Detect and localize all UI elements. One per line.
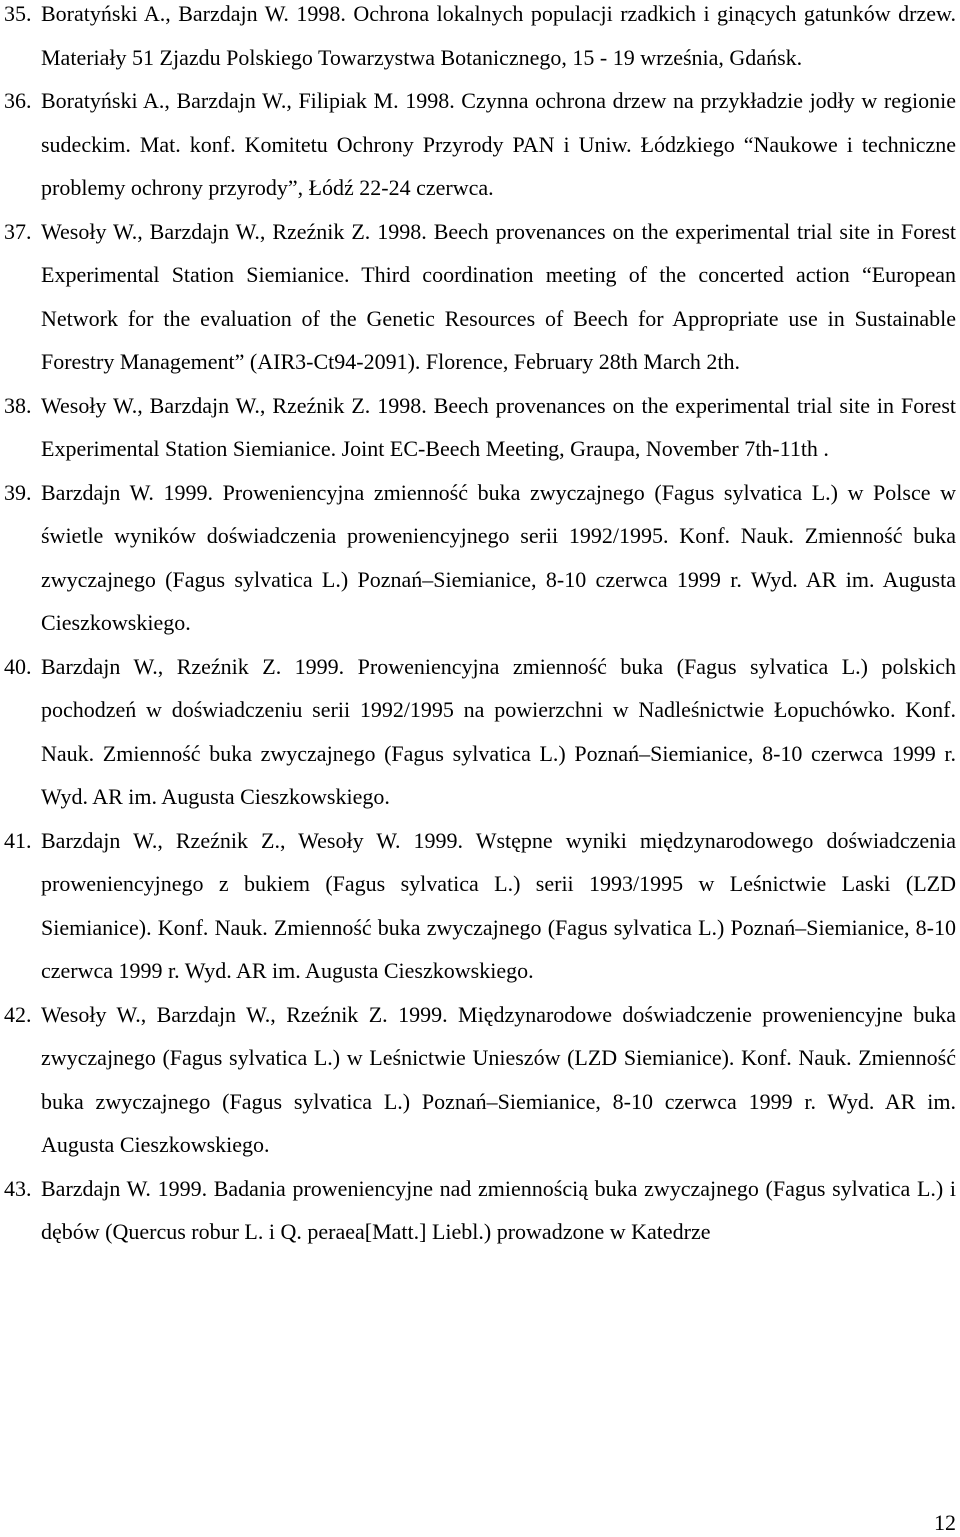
- reference-number: 43.: [4, 1175, 32, 1201]
- reference-text: Barzdajn W. 1999. Badania proweniencyjne nad zmiennością buka zwyczajnego (Fagus sylvatica L.) i dębów (Quercus robur L. i Q. peraea[Matt.] Liebl.) prowadzone w Katedrze: [41, 1175, 956, 1244]
- reference-text: Wesoły W., Barzdajn W., Rzeźnik Z. 1999. Międzynarodowe doświadczenie proweniencyjne buka zwyczajnego (Fagus sylvatica L.) w Leśnictwie Unieszów (LZD Siemianice). Konf. Nauk. Zmienność buka zwyczajnego (Fagus sylvatica L.) Poznań–Siemianice, 8-10 czerwca 1999 r. Wyd. AR im. Augusta Cieszkowskiego.: [41, 1001, 956, 1157]
- reference-text: Barzdajn W., Rzeźnik Z., Wesoły W. 1999. Wstępne wyniki międzynarodowego doświadczenia proweniencyjnego z bukiem (Fagus sylvatica L.) serii 1993/1995 w Leśnictwie Laski (LZD Siemianice). Konf. Nauk. Zmienność buka zwyczajnego (Fagus sylvatica L.) Poznań–Siemianice, 8-10 czerwca 1999 r. Wyd. AR im. Augusta Cieszkowskiego.: [41, 827, 956, 983]
- reference-text: Boratyński A., Barzdajn W. 1998. Ochrona lokalnych populacji rzadkich i ginących gatunków drzew. Materiały 51 Zjazdu Polskiego Towarzystwa Botanicznego, 15 - 19 września, Gdańsk.: [41, 1, 956, 70]
- reference-item: [4, 0, 956, 79]
- reference-text: Barzdajn W. 1999. Proweniencyjna zmienność buka zwyczajnego (Fagus sylvatica L.) w Polsce w świetle wyników doświadczenia proweniencyjnego serii 1992/1995. Konf. Nauk. Zmienność buka zwyczajnego (Fagus sylvatica L.) Poznań–Siemianice, 8-10 czerwca 1999 r. Wyd. AR im. Augusta Cieszkowskiego.: [41, 479, 956, 635]
- reference-item: [4, 384, 956, 471]
- reference-number: 37.: [4, 218, 32, 244]
- reference-number: 39.: [4, 479, 32, 505]
- reference-number: 35.: [4, 1, 32, 26]
- reference-item: [4, 645, 956, 819]
- reference-item: [4, 471, 956, 645]
- reference-item: [4, 210, 956, 384]
- page-number: 12: [934, 1510, 956, 1535]
- reference-item: [4, 79, 956, 210]
- reference-item: [4, 819, 956, 993]
- reference-text: Wesoły W., Barzdajn W., Rzeźnik Z. 1998. Beech provenances on the experimental trial site in Forest Experimental Station Siemianice. Third coordination meeting of the concerted action “European Network for the evaluation of the Genetic Resources of Beech for Appropriate use in Sustainable Forestry Management” (AIR3-Ct94-2091). Florence, February 28th March 2th.: [41, 218, 956, 374]
- reference-item: [4, 1167, 956, 1254]
- reference-number: 41.: [4, 827, 32, 853]
- reference-number: 42.: [4, 1001, 32, 1027]
- reference-number: 38.: [4, 392, 32, 418]
- reference-item: [4, 993, 956, 1167]
- reference-text: Barzdajn W., Rzeźnik Z. 1999. Proweniencyjna zmienność buka (Fagus sylvatica L.) polskich pochodzeń w doświadczeniu serii 1992/1995 na powierzchni w Nadleśnictwie Łopuchówko. Konf. Nauk. Zmienność buka zwyczajnego (Fagus sylvatica L.) Poznań–Siemianice, 8-10 czerwca 1999 r. Wyd. AR im. Augusta Cieszkowskiego.: [41, 653, 956, 809]
- reference-text: Boratyński A., Barzdajn W., Filipiak M. 1998. Czynna ochrona drzew na przykładzie jodły w regionie sudeckim. Mat. konf. Komitetu Ochrony Przyrody PAN i Uniw. Łódzkiego “Naukowe i techniczne problemy ochrony przyrody”, Łódź 22-24 czerwca.: [41, 88, 956, 200]
- reference-list: [4, 0, 956, 1254]
- reference-number: 36.: [4, 88, 32, 113]
- reference-text: Wesoły W., Barzdajn W., Rzeźnik Z. 1998. Beech provenances on the experimental trial site in Forest Experimental Station Siemianice. Joint EC-Beech Meeting, Graupa, November 7th-11th .: [41, 392, 956, 461]
- reference-number: 40.: [4, 653, 32, 679]
